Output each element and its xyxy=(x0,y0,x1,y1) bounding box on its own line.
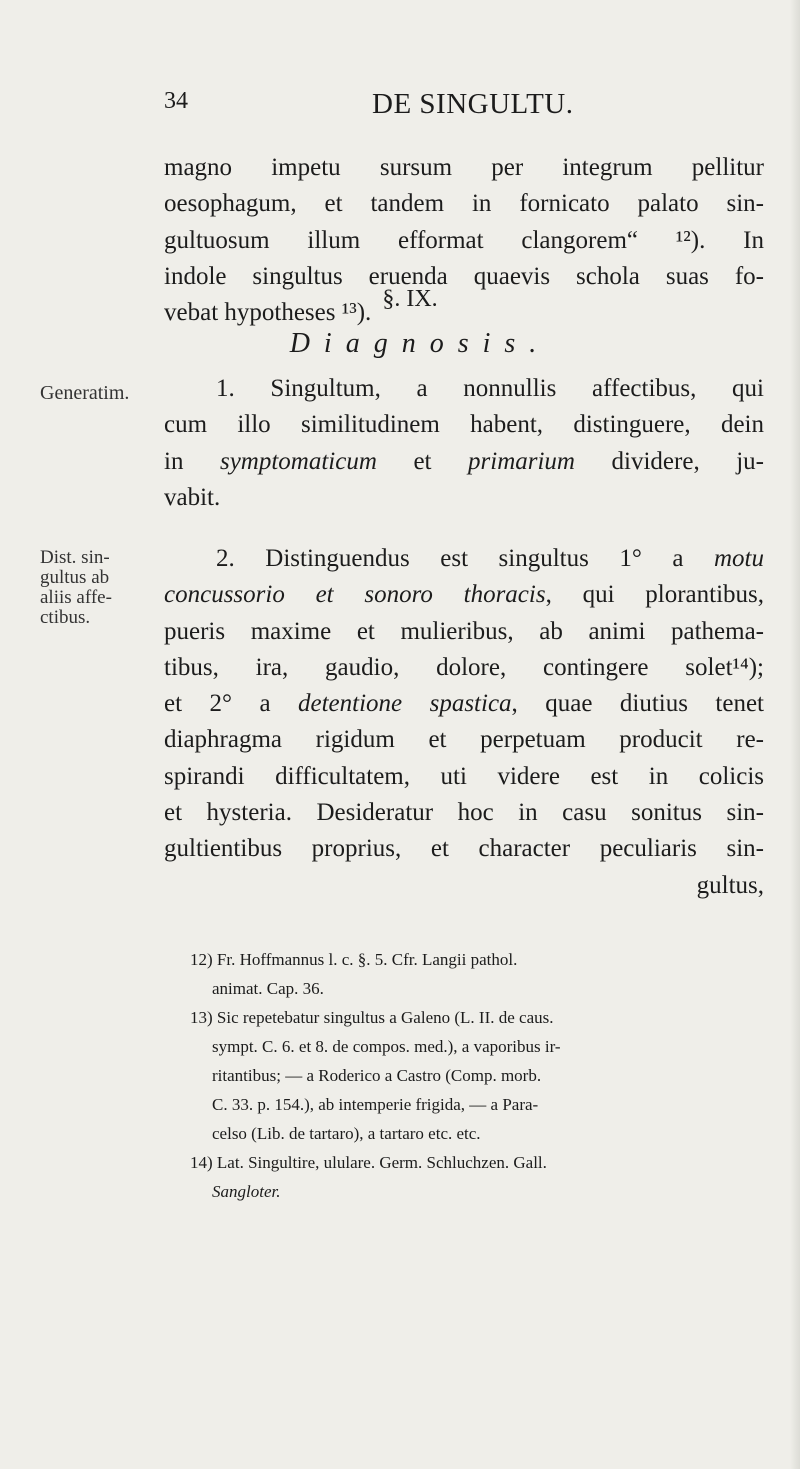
footnote-line: Sangloter. xyxy=(212,1182,281,1201)
margin-note-dist xyxy=(40,548,112,628)
text-line: 1. Singultum, a nonnullis affectibus, qui xyxy=(216,375,764,402)
footnote-line: 12) Fr. Hoffmannus l. c. §. 5. Cfr. Langii pathol. xyxy=(190,950,518,969)
page-edge-shadow xyxy=(790,0,800,1469)
paragraph-2 xyxy=(164,541,764,904)
footnote-line: animat. Cap. 36. xyxy=(212,979,324,998)
text-line: vebat hypotheses ¹³). xyxy=(164,299,372,327)
margin-note-line: Dist. sin- xyxy=(40,547,110,568)
running-title: DE SINGULTU. xyxy=(372,88,574,120)
running-header xyxy=(0,88,800,122)
footnote-line: celso (Lib. de tartaro), a tartaro etc. etc. xyxy=(212,1124,481,1143)
text-line: gultus, xyxy=(696,871,764,899)
footnote-line: C. 33. p. 154.), ab intemperie frigida, — a Para- xyxy=(212,1095,539,1114)
text-line: cum illo similitudinem habent, distinguere, dein xyxy=(164,411,764,439)
text-line: spirandi difficultatem, uti videre est in colicis xyxy=(164,762,764,790)
text-line: gultuosum illum efformat clangorem“ ¹²). In xyxy=(164,226,764,254)
margin-note-line: ctibus. xyxy=(40,607,91,628)
paragraph-1 xyxy=(164,371,764,516)
footnote-line: ritantibus; — a Roderico a Castro (Comp. morb. xyxy=(212,1066,542,1085)
text-line: et hysteria. Desideratur hoc in casu sonitus sin- xyxy=(164,799,764,827)
footnote-line: 13) Sic repetebatur singultus a Galeno (L. II. de caus. xyxy=(190,1008,554,1027)
text-line: oesophagum, et tandem in fornicato palato sin- xyxy=(164,190,764,218)
text-line: diaphragma rigidum et perpetuam producit re- xyxy=(164,726,764,754)
margin-note-generatim: Generatim. xyxy=(40,382,130,404)
margin-note-line: aliis affe- xyxy=(40,587,112,608)
footnote-line: sympt. C. 6. et 8. de compos. med.), a vaporibus ir- xyxy=(212,1037,561,1056)
text-line: concussorio et sonoro thoracis, qui plorantibus, xyxy=(164,581,764,609)
text-line: indole singultus eruenda quaevis schola suas fo- xyxy=(164,262,764,290)
footnote-line: 14) Lat. Singultire, ululare. Germ. Schluchzen. Gall. xyxy=(190,1153,547,1172)
section-title: Diagnosis. xyxy=(289,328,551,359)
section-number: §. IX. xyxy=(382,286,438,312)
text-line: 2. Distinguendus est singultus 1° a motu xyxy=(216,545,764,572)
text-line: tibus, ira, gaudio, dolore, contingere solet¹⁴); xyxy=(164,653,764,681)
text-line: magno impetu sursum per integrum pellitur xyxy=(164,154,764,181)
page-number: 34 xyxy=(164,88,188,114)
text-line: in symptomaticum et primarium dividere, ju- xyxy=(164,447,764,475)
text-line: gultientibus proprius, et character peculiaris sin- xyxy=(164,835,764,863)
text-line: pueris maxime et mulieribus, ab animi pathema- xyxy=(164,617,764,645)
text-line: vabit. xyxy=(164,483,221,511)
margin-note-line: gultus ab xyxy=(40,567,110,588)
text-line: et 2° a detentione spastica, quae diutius tenet xyxy=(164,690,764,718)
footnotes xyxy=(190,945,760,1206)
